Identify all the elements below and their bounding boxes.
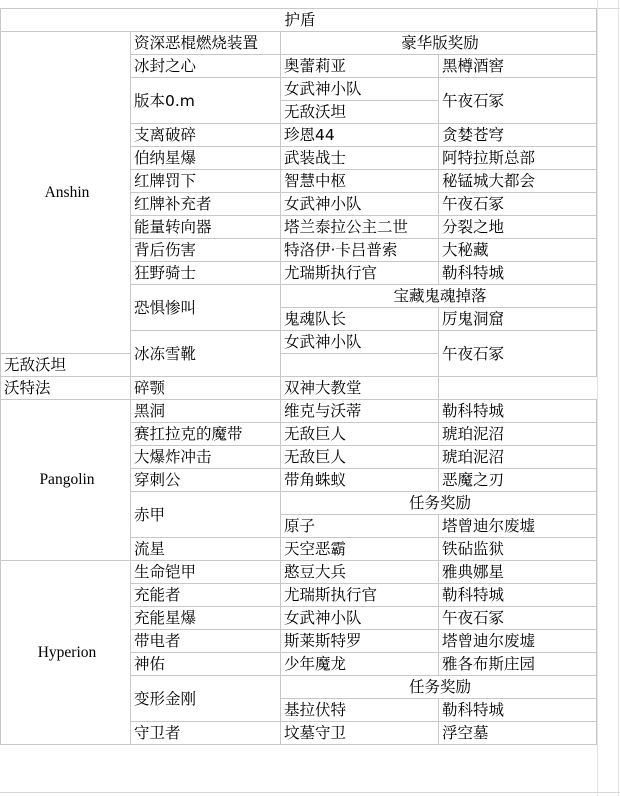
location-cell[interactable]: 雅各布斯庄园 xyxy=(439,653,597,676)
item-cell[interactable]: 充能星爆 xyxy=(131,607,281,630)
source-cell[interactable]: 少年魔龙 xyxy=(281,653,439,676)
header-reward-cell[interactable]: 豪华版奖励 xyxy=(281,32,597,55)
source-cell[interactable]: 女武神小队 xyxy=(281,193,439,216)
item-cell[interactable]: 版本0.m xyxy=(131,78,281,124)
footer-line xyxy=(0,792,620,793)
item-cell[interactable]: 恐惧惨叫 xyxy=(131,285,281,331)
item-cell[interactable]: 充能者 xyxy=(131,584,281,607)
sub-header-cell[interactable]: 宝藏鬼魂掉落 xyxy=(281,285,597,308)
location-cell[interactable]: 琥珀泥沼 xyxy=(439,446,597,469)
location-cell[interactable]: 塔曾迪尔废墟 xyxy=(439,630,597,653)
location-cell[interactable]: 午夜石冢 xyxy=(439,193,597,216)
item-cell[interactable]: 带电者 xyxy=(131,630,281,653)
table-row xyxy=(1,377,597,400)
item-cell[interactable]: 能量转向器 xyxy=(131,216,281,239)
item-cell[interactable]: 沃特法 xyxy=(1,377,131,400)
source-cell[interactable]: 碎颚 xyxy=(131,377,281,400)
item-cell[interactable]: 冰冻雪靴 xyxy=(131,331,281,377)
item-cell[interactable]: 狂野骑士 xyxy=(131,262,281,285)
item-cell[interactable]: 守卫者 xyxy=(131,722,281,745)
source-cell[interactable]: 坟墓守卫 xyxy=(281,722,439,745)
item-cell[interactable]: 红牌补充者 xyxy=(131,193,281,216)
source-cell[interactable]: 女武神小队 xyxy=(281,331,439,354)
table-row xyxy=(1,400,597,423)
source-cell[interactable]: 女武神小队 xyxy=(281,607,439,630)
source-cell[interactable]: 奥蕾莉亚 xyxy=(281,55,439,78)
location-cell[interactable]: 双神大教堂 xyxy=(281,377,439,400)
source-cell[interactable]: 鬼魂队长 xyxy=(281,308,439,331)
location-cell[interactable]: 午夜石冢 xyxy=(439,78,597,124)
item-cell[interactable]: 流星 xyxy=(131,538,281,561)
location-cell[interactable]: 黑樽酒窖 xyxy=(439,55,597,78)
item-cell[interactable]: 伯纳星爆 xyxy=(131,147,281,170)
location-cell[interactable]: 恶魔之刃 xyxy=(439,469,597,492)
source-cell[interactable]: 维克与沃蒂 xyxy=(281,400,439,423)
item-cell[interactable]: 赛扛拉克的魔带 xyxy=(131,423,281,446)
source-cell[interactable]: 女武神小队 xyxy=(281,78,439,101)
source-cell[interactable]: 无敌巨人 xyxy=(281,423,439,446)
location-cell[interactable]: 午夜石冢 xyxy=(439,607,597,630)
location-cell[interactable]: 铁砧监狱 xyxy=(439,538,597,561)
source-cell[interactable]: 无敌沃坦 xyxy=(281,101,439,124)
location-cell[interactable]: 雅典娜星 xyxy=(439,561,597,584)
location-cell[interactable]: 秘锰城大都会 xyxy=(439,170,597,193)
location-cell[interactable]: 大秘藏 xyxy=(439,239,597,262)
item-cell[interactable]: 穿刺公 xyxy=(131,469,281,492)
source-cell[interactable]: 天空恶霸 xyxy=(281,538,439,561)
source-cell[interactable]: 憨豆大兵 xyxy=(281,561,439,584)
location-cell[interactable]: 厉鬼洞窟 xyxy=(439,308,597,331)
source-cell[interactable]: 无敌沃坦 xyxy=(1,354,131,377)
source-cell[interactable]: 斯莱斯特罗 xyxy=(281,630,439,653)
table-title[interactable]: 护盾 xyxy=(1,9,597,32)
item-cell[interactable]: 生命铠甲 xyxy=(131,561,281,584)
extra-column-line xyxy=(618,0,619,796)
location-cell[interactable]: 勒科特城 xyxy=(439,400,597,423)
item-cell[interactable]: 红牌罚下 xyxy=(131,170,281,193)
header-row xyxy=(1,32,597,55)
location-cell[interactable]: 琥珀泥沼 xyxy=(439,423,597,446)
source-cell[interactable]: 尤瑞斯执行官 xyxy=(281,262,439,285)
header-item-cell[interactable]: 资深恶棍燃烧装置 xyxy=(131,32,281,55)
loot-table xyxy=(0,8,597,745)
item-cell[interactable]: 黑洞 xyxy=(131,400,281,423)
source-cell[interactable]: 无敌巨人 xyxy=(281,446,439,469)
item-cell[interactable]: 背后伤害 xyxy=(131,239,281,262)
location-cell[interactable]: 贪婪苍穹 xyxy=(439,124,597,147)
group-label-hyperion[interactable]: Hyperion xyxy=(1,561,131,745)
source-cell[interactable]: 智慧中枢 xyxy=(281,170,439,193)
source-cell[interactable]: 特洛伊·卡吕普索 xyxy=(281,239,439,262)
table-row xyxy=(1,561,597,584)
item-cell[interactable]: 大爆炸冲击 xyxy=(131,446,281,469)
item-cell[interactable]: 冰封之心 xyxy=(131,55,281,78)
source-cell[interactable]: 尤瑞斯执行官 xyxy=(281,584,439,607)
item-cell[interactable]: 赤甲 xyxy=(131,492,281,538)
source-cell[interactable]: 原子 xyxy=(281,515,439,538)
item-cell[interactable]: 神佑 xyxy=(131,653,281,676)
location-cell[interactable]: 勒科特城 xyxy=(439,584,597,607)
group-label-anshin[interactable]: Anshin xyxy=(1,32,131,354)
location-cell[interactable]: 勒科特城 xyxy=(439,262,597,285)
source-cell[interactable]: 珍恩44 xyxy=(281,124,439,147)
group-label-pangolin[interactable]: Pangolin xyxy=(1,400,131,561)
extra-column-line xyxy=(597,0,598,796)
sub-header-cell[interactable]: 任务奖励 xyxy=(281,492,597,515)
location-cell[interactable]: 阿特拉斯总部 xyxy=(439,147,597,170)
location-cell[interactable]: 塔曾迪尔废墟 xyxy=(439,515,597,538)
location-cell[interactable]: 分裂之地 xyxy=(439,216,597,239)
item-cell[interactable]: 变形金刚 xyxy=(131,676,281,722)
source-cell[interactable]: 基拉伏特 xyxy=(281,699,439,722)
location-cell[interactable]: 浮空墓 xyxy=(439,722,597,745)
source-cell[interactable]: 带角蛛蚁 xyxy=(281,469,439,492)
sub-header-cell[interactable]: 任务奖励 xyxy=(281,676,597,699)
item-cell[interactable]: 支离破碎 xyxy=(131,124,281,147)
location-cell[interactable]: 勒科特城 xyxy=(439,699,597,722)
source-cell[interactable]: 武装战士 xyxy=(281,147,439,170)
location-cell[interactable]: 午夜石冢 xyxy=(439,331,597,377)
source-cell[interactable]: 塔兰泰拉公主二世 xyxy=(281,216,439,239)
title-row xyxy=(1,9,597,32)
